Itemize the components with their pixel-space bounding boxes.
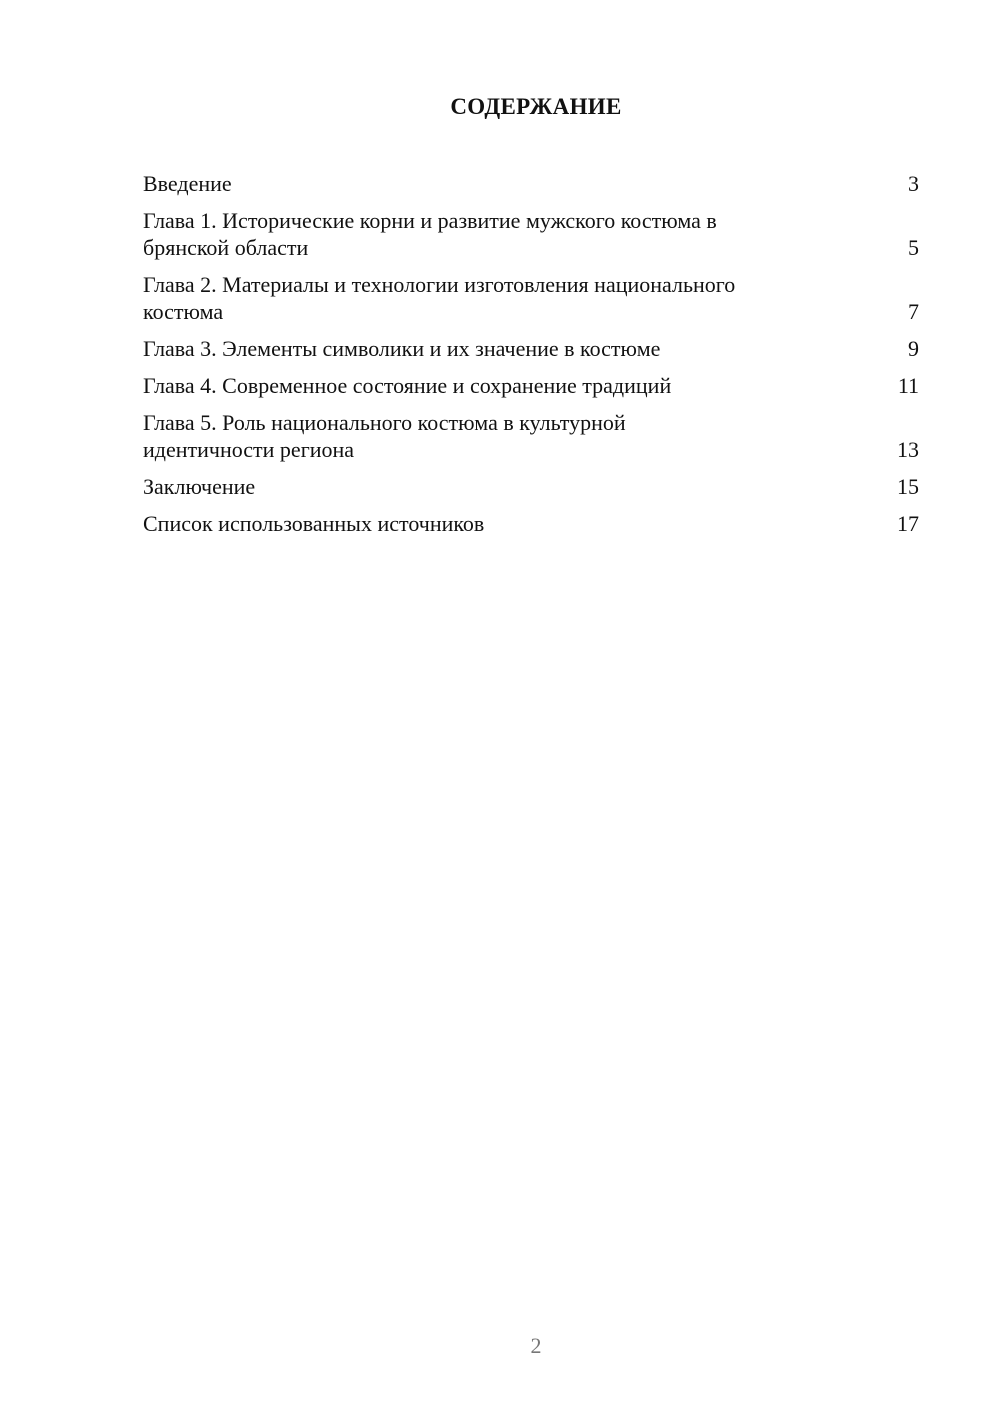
table-of-contents <box>143 170 919 547</box>
toc-page-number: 9 <box>908 336 919 361</box>
toc-entry-chapter-3 <box>143 335 919 362</box>
toc-line: Глава 5. Роль национального костюма в культурной <box>143 410 626 435</box>
toc-entry-chapter-1 <box>143 207 919 261</box>
toc-line: Введение <box>143 171 232 196</box>
toc-entry-references <box>143 510 919 537</box>
toc-entry-title <box>143 510 843 537</box>
toc-page-number: 7 <box>908 299 919 324</box>
toc-line: Глава 4. Современное состояние и сохранение традиций <box>143 373 672 398</box>
toc-entry-chapter-4 <box>143 372 919 399</box>
toc-page-number: 3 <box>908 171 919 196</box>
toc-line: костюма <box>143 299 224 324</box>
toc-line: идентичности региона <box>143 437 355 462</box>
toc-entry-conclusion <box>143 473 919 500</box>
toc-page-number: 11 <box>897 373 919 398</box>
toc-page-number: 5 <box>908 235 919 260</box>
toc-page-number: 13 <box>897 437 919 462</box>
toc-page-number: 17 <box>897 511 919 536</box>
toc-entry-introduction <box>143 170 919 197</box>
toc-entry-chapter-2 <box>143 271 919 325</box>
toc-entry-chapter-5 <box>143 409 919 463</box>
toc-entry-title <box>143 372 843 399</box>
toc-entry-title <box>143 335 843 362</box>
toc-entry-title <box>143 409 843 463</box>
toc-line: Глава 2. Материалы и технологии изготовления национального <box>143 272 736 297</box>
toc-line: Заключение <box>143 474 256 499</box>
toc-entry-title <box>143 271 843 325</box>
toc-entry-title <box>143 170 843 197</box>
toc-line: Список использованных источников <box>143 511 485 536</box>
toc-entry-title <box>143 473 843 500</box>
toc-line: Глава 3. Элементы символики и их значение в костюме <box>143 336 661 361</box>
toc-line: брянской области <box>143 235 309 260</box>
toc-page-number: 15 <box>897 474 919 499</box>
page-title: СОДЕРЖАНИЕ <box>450 94 622 119</box>
toc-entry-title <box>143 207 843 261</box>
page-number: 2 <box>530 1333 542 1358</box>
toc-line: Глава 1. Исторические корни и развитие мужского костюма в <box>143 208 717 233</box>
